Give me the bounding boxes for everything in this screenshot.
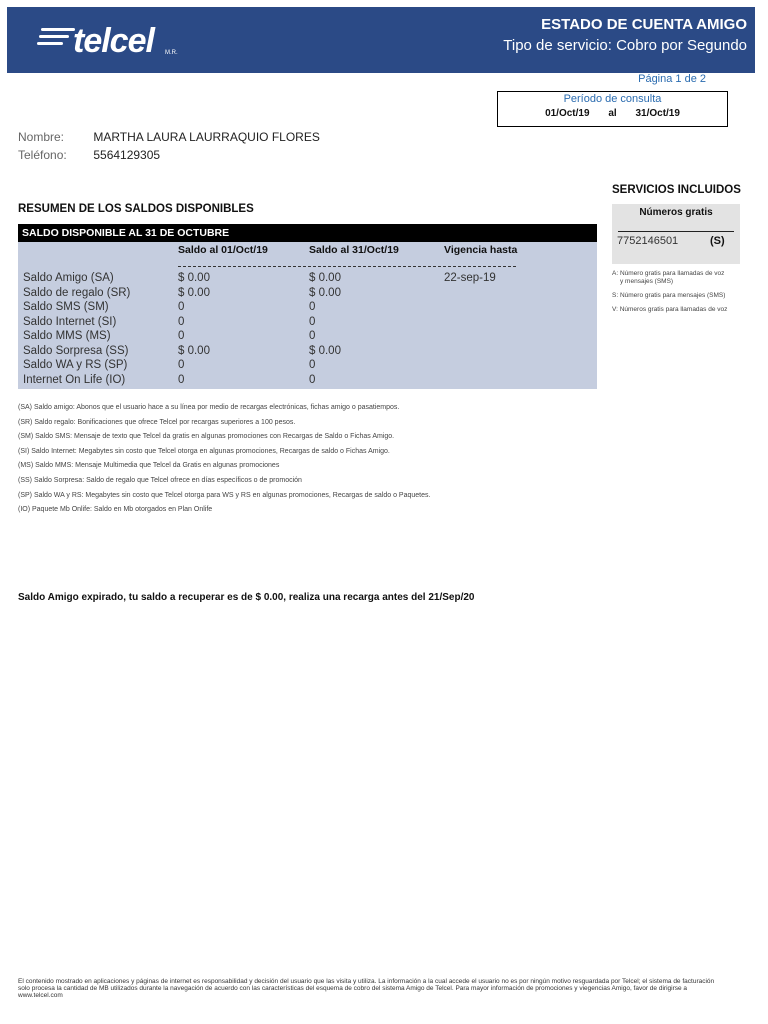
row-label: Saldo Sorpresa (SS) [23,344,129,357]
row-start-balance: 0 [178,373,185,386]
customer-phone: 5564129305 [93,148,161,162]
row-start-balance: 0 [178,359,185,371]
balance-notes [18,402,430,519]
summary-title: RESUMEN DE LOS SALDOS DISPONIBLES [18,203,254,215]
free-numbers-box [612,204,740,264]
footer-disclaimer: El contenido mostrado en aplicaciones y páginas de internet es responsabilidad y decisión del usuario que las visita y utiliza. La información a la cual accede el usuario no es por ningún motivo resguardada por Telcel; el sistema de facturación solo procesa la cantidad de MB utilizados durante la navegación de acuerdo con las características del esquema de cobro del sistema Amigo de Telcel. Para mayor información de promociones y viegencias Amigo, favor de dirigirse a www.telcel.com [18,978,715,999]
table-row [18,272,597,286]
period-dates [498,108,727,119]
service-type: Tipo de servicio: Cobro por Segundo [503,37,747,54]
legend-item: A: Número gratis para llamadas de voz [612,270,725,277]
note-item: (SI) Saldo Internet: Megabytes sin costo que Telcel otorga en algunas promociones, Recargas de saldo o Fichas Amigo. [18,447,390,455]
balance-bar: SALDO DISPONIBLE AL 31 DE OCTUBRE [18,224,597,242]
phone-label: Teléfono: [18,148,67,162]
period-to: 31/Oct/19 [635,108,680,119]
period-separator: al [608,108,617,119]
table-row [18,374,597,388]
note-item: (IO) Paquete Mb Onlife: Saldo en Mb otorgados en Plan Onlife [18,506,213,514]
table-row [18,301,597,315]
row-start-balance: $ 0.00 [178,272,210,284]
customer-phone-row [18,148,160,162]
row-end-balance: $ 0.00 [309,286,341,299]
row-end-balance: 0 [309,301,316,313]
legend-item-continued: y mensajes (SMS) [620,278,674,285]
legend-item: V: Números gratis para llamadas de voz [612,306,728,313]
note-item: (SM) Saldo SMS: Mensaje de texto que Telcel da gratis en algunas promociones con Recargas de Saldo o Fichas Amigo. [18,433,395,441]
name-label: Nombre: [18,130,65,144]
column-header-validity: Vigencia hasta [444,244,518,256]
free-numbers-header: Números gratis [639,207,713,218]
table-row [18,316,597,330]
period-from: 01/Oct/19 [545,108,590,119]
page-indicator: Página 1 de 2 [638,73,706,85]
free-numbers-divider [618,231,734,232]
row-label: Saldo de regalo (SR) [23,286,131,299]
services-legend [612,270,752,320]
document-title: ESTADO DE CUENTA AMIGO [541,16,747,33]
note-item: (SP) Saldo WA y RS: Megabytes sin costo que Telcel otorga para WS y RS en algunas promociones, Recargas de saldo o Paquetes. [18,491,431,499]
row-end-balance: 0 [309,315,316,328]
legend-item: S: Número gratis para mensajes (SMS) [612,292,726,299]
row-start-balance: 0 [178,330,185,342]
telcel-logo [37,22,197,62]
row-end-balance: 0 [309,359,316,371]
note-item: (SS) Saldo Sorpresa: Saldo de regalo que Telcel ofrece en días específicos o de promoción [18,476,302,484]
services-title: SERVICIOS INCLUIDOS [612,184,741,196]
row-label: Saldo Amigo (SA) [23,272,114,284]
row-validity: 22-sep-19 [444,272,496,284]
note-item: (SA) Saldo amigo: Abonos que el usuario hace a su línea por medio de recargas electrónicas, fichas amigo o pasatiempos. [18,404,400,411]
column-header-end: Saldo al 31/Oct/19 [309,244,399,256]
note-item: (SR) Saldo regalo: Bonificaciones que ofrece Telcel por recargas superiores a 100 pesos. [18,418,296,426]
period-title: Período de consulta [563,93,662,105]
free-number: 7752146501 [617,235,679,247]
row-label: Saldo SMS (SM) [23,301,109,313]
row-start-balance: $ 0.00 [178,286,210,299]
free-number-type: (S) [710,235,725,247]
row-start-balance: 0 [178,315,185,328]
header-banner [7,7,755,73]
row-label: Saldo WA y RS (SP) [23,359,128,371]
row-label: Internet On Life (IO) [23,373,126,386]
table-row [18,287,597,301]
logo-text: telcel [73,22,154,60]
row-start-balance: $ 0.00 [178,344,210,357]
balance-table [18,242,597,389]
table-row [18,359,597,373]
logo-trademark: M.R. [165,50,178,56]
row-end-balance: $ 0.00 [309,344,341,357]
customer-name-row [18,130,320,144]
row-label: Saldo Internet (SI) [23,315,117,328]
period-box [497,91,728,127]
customer-name: MARTHA LAURA LAURRAQUIO FLORES [93,130,320,144]
logo-stripes-icon [37,28,75,49]
row-start-balance: 0 [178,301,185,313]
header-divider [178,266,516,267]
row-label: Saldo MMS (MS) [23,330,111,342]
table-row [18,330,597,344]
column-header-start: Saldo al 01/Oct/19 [178,244,268,256]
expired-balance-notice: Saldo Amigo expirado, tu saldo a recuperar es de $ 0.00, realiza una recarga antes del 21/Sep/20 [18,592,475,603]
note-item: (MS) Saldo MMS: Mensaje Multimedia que Telcel da Gratis en algunas promociones [18,462,280,470]
row-end-balance: 0 [309,373,316,386]
table-row [18,345,597,359]
row-end-balance: 0 [309,330,316,342]
row-end-balance: $ 0.00 [309,272,341,284]
